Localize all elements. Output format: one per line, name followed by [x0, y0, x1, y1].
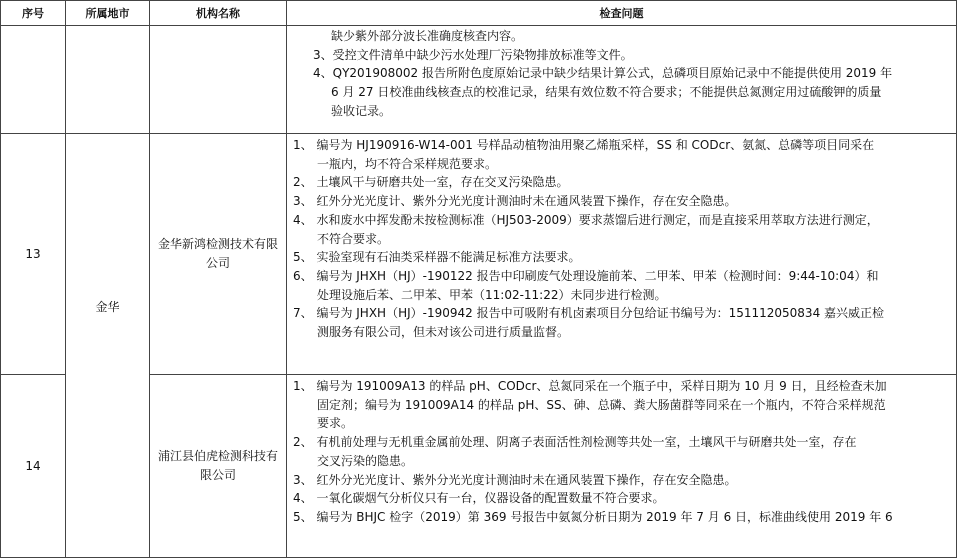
issue-line: 1、 编号为 191009A13 的样品 pH、CODcr、总氮同采在一个瓶子中，采样日期为 10 月 9 日，且经检查未加 [293, 379, 887, 393]
row-issues [287, 26, 957, 134]
issue-line: 2、 土壤风干与研磨共处一室，存在交叉污染隐患。 [293, 175, 569, 190]
row-org: 浦江县伯虎检测科技有限公司 [150, 375, 287, 558]
table-row [1, 134, 957, 375]
row-issues [287, 375, 957, 558]
issue-line: 不符合要求。 [317, 231, 390, 246]
issue-line: 6、 编号为 JHXH（HJ）-190122 报告中印刷废气处理设施前苯、二甲苯、甲苯（检测时间：9:44-10:04）和 [293, 268, 879, 283]
issue-line: 5、 编号为 BHJC 检字（2019）第 369 号报告中氨氮分析日期为 2019 年 7 月 6 日，标准曲线使用 2019 年 6 [293, 509, 893, 524]
row-org [150, 26, 287, 134]
header-num: 序号 [1, 1, 66, 26]
row-num: 13 [1, 134, 66, 375]
issue-line: 1、 编号为 HJ190916-W14-001 号样品动植物油用聚乙烯瓶采样，SS 和 CODcr、氨氮、总磷等项目同采在 [293, 138, 875, 152]
issue-line: 固定剂；编号为 191009A14 的样品 pH、SS、砷、总磷、粪大肠菌群等同采在一个瓶内，不符合采样规范 [317, 397, 886, 412]
row-issues [287, 134, 957, 375]
issue-line: 一瓶内，均不符合采样规范要求。 [317, 156, 498, 171]
issue-line: 4、 一氧化碳烟气分析仪只有一台，仪器设备的配置数量不符合要求。 [293, 491, 665, 506]
header-issues: 检查问题 [287, 1, 957, 26]
table-row [1, 26, 957, 134]
issue-line: 3、 红外分光光度计、紫外分光光度计测油时未在通风装置下操作，存在安全隐患。 [293, 472, 737, 487]
issue-line: 交叉污染的隐患。 [317, 453, 414, 468]
issue-line: 3、受控文件清单中缺少污水处理厂污染物排放标准等文件。 [313, 47, 633, 62]
issue-line: 处理设施后苯、二甲苯、甲苯（11:02-11:22）未同步进行检测。 [317, 287, 667, 302]
header-region: 所属地市 [66, 1, 150, 26]
row-region: 金华 [66, 134, 150, 558]
issue-line: 要求。 [317, 416, 354, 431]
row-num [1, 26, 66, 134]
issue-line: 缺少紫外部分波长准确度核查内容。 [331, 29, 524, 43]
row-org: 金华新鸿检测技术有限公司 [150, 134, 287, 375]
issue-line: 6 月 27 日校准曲线核查点的校准记录，结果有效位数不符合要求；不能提供总氮测定用过硫酸钾的质量 [331, 85, 882, 100]
issue-line: 验收记录。 [331, 103, 392, 118]
issue-line: 2、 有机前处理与无机重金属前处理、阴离子表面活性剂检测等共处一室，土壤风干与研磨共处一室，存在 [293, 435, 857, 450]
header-row [1, 1, 957, 26]
issue-line: 3、 红外分光光度计、紫外分光光度计测油时未在通风装置下操作，存在安全隐患。 [293, 194, 737, 209]
issue-line: 7、 编号为 JHXH（HJ）-190942 报告中可吸附有机卤素项目分包给证书编号为：151112050834 嘉兴威正检 [293, 306, 885, 321]
row-region [66, 26, 150, 134]
row-num: 14 [1, 375, 66, 558]
issue-line: 4、QY201908002 报告所附色度原始记录中缺少结果计算公式，总磷项目原始记录中不能提供使用 2019 年 [313, 66, 893, 81]
issue-line: 测服务有限公司，但未对该公司进行质量监督。 [317, 325, 570, 340]
header-org: 机构名称 [150, 1, 287, 26]
issue-line: 4、 水和废水中挥发酚未按检测标准（HJ503-2009）要求蒸馏后进行测定，而是直接采用萃取方法进行测定， [293, 212, 879, 227]
issue-line: 5、 实验室现有石油类采样器不能满足标准方法要求。 [293, 250, 581, 265]
